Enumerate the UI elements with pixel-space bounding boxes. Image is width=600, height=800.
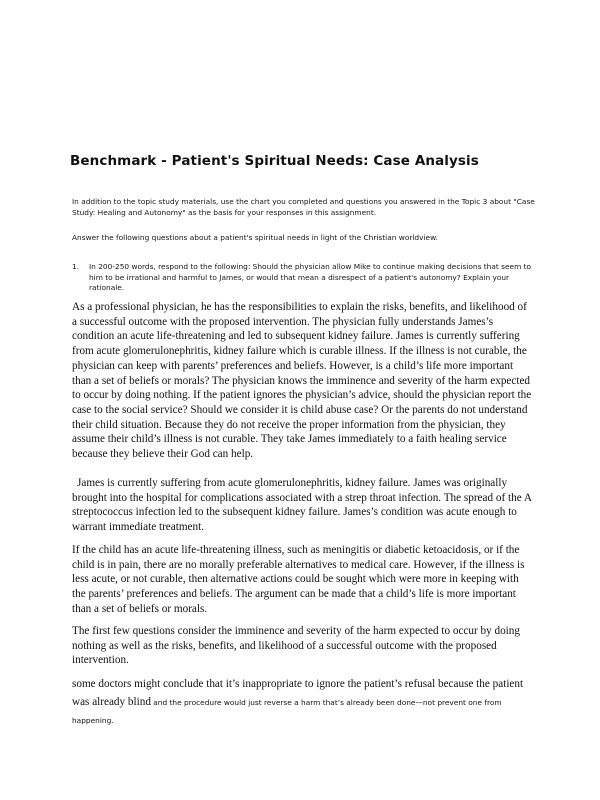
answer-paragraph: If the child has an acute life-threatening illness, such as meningitis or diabetic ketoacidosis, or if the child is in pain, there are no morally preferable alternatives to medical care. However, if the illness is less acute, or not curable, then alternative actions could be sought which were more in keeping with the parents’ preferences and beliefs. The argument can be made that a child’s life is more important than a set of beliefs or morals. [72,544,525,615]
question-number: 1. [72,262,80,271]
instructions-paragraph: Answer the following questions about a patient's spiritual needs in light of the Christian worldview. [72,233,438,242]
question-text: In 200-250 words, respond to the following: Should the physician allow Mike to continue making decisions that seem to him to be irrational and harmful to James, or would that mean a disrespect of a patient's autonomy? Explain your rationale. [89,262,532,293]
final-paragraph [72,674,542,728]
final-paragraph-serif-text: some doctors might conclude that it’s inappropriate to ignore the patient’s refusal because the patient was already blind [72,678,524,708]
answer-paragraph: James is currently suffering from acute glomerulonephritis, kidney failure. James was originally brought into the hospital for complications associated with a strep throat infection. The spread of the A streptococcus infection led to the subsequent kidney failure. James’s condition was acute enough to warrant immediate treatment. [72,477,532,534]
final-paragraph-sans-text: and the procedure would just reverse a harm that’s already been done—not prevent one from happening. [72,698,502,725]
intro-paragraph: In addition to the topic study materials, use the chart you completed and questions you answered in the Topic 3 about "Case Study: Healing and Autonomy" as the basis for your responses in this assignment. [72,197,535,217]
document-title: Benchmark - Patient's Spiritual Needs: Case Analysis [70,153,479,169]
answer-paragraph: The first few questions consider the imminence and severity of the harm expected to occur by doing nothing as well as the risks, benefits, and likelihood of a successful outcome with the proposed intervention. [72,625,520,667]
answer-paragraph: As a professional physician, he has the responsibilities to explain the risks, benefits, and likelihood of a successful outcome with the proposed intervention. The physician fully understands James’s condition an acute life-threatening and led to subsequent kidney failure. James is currently suffering from acute glomerulonephritis, kidney failure which is curable illness. If the illness is not curable, the physician can keep with parents’ preferences and beliefs. However, is a child’s life more important than a set of beliefs or morals? The physician knows the imminence and severity of the harm expected to occur by doing nothing. If the patient ignores the physician’s advice, should the physician report the case to the social service? Should we consider it is child abuse case? Or the parents do not understand their child situation. Because they do not receive the proper information from the physician, they assume their child’s illness is not curable. They take James immediately to a faith healing service because they believe their God can help. [72,301,532,461]
